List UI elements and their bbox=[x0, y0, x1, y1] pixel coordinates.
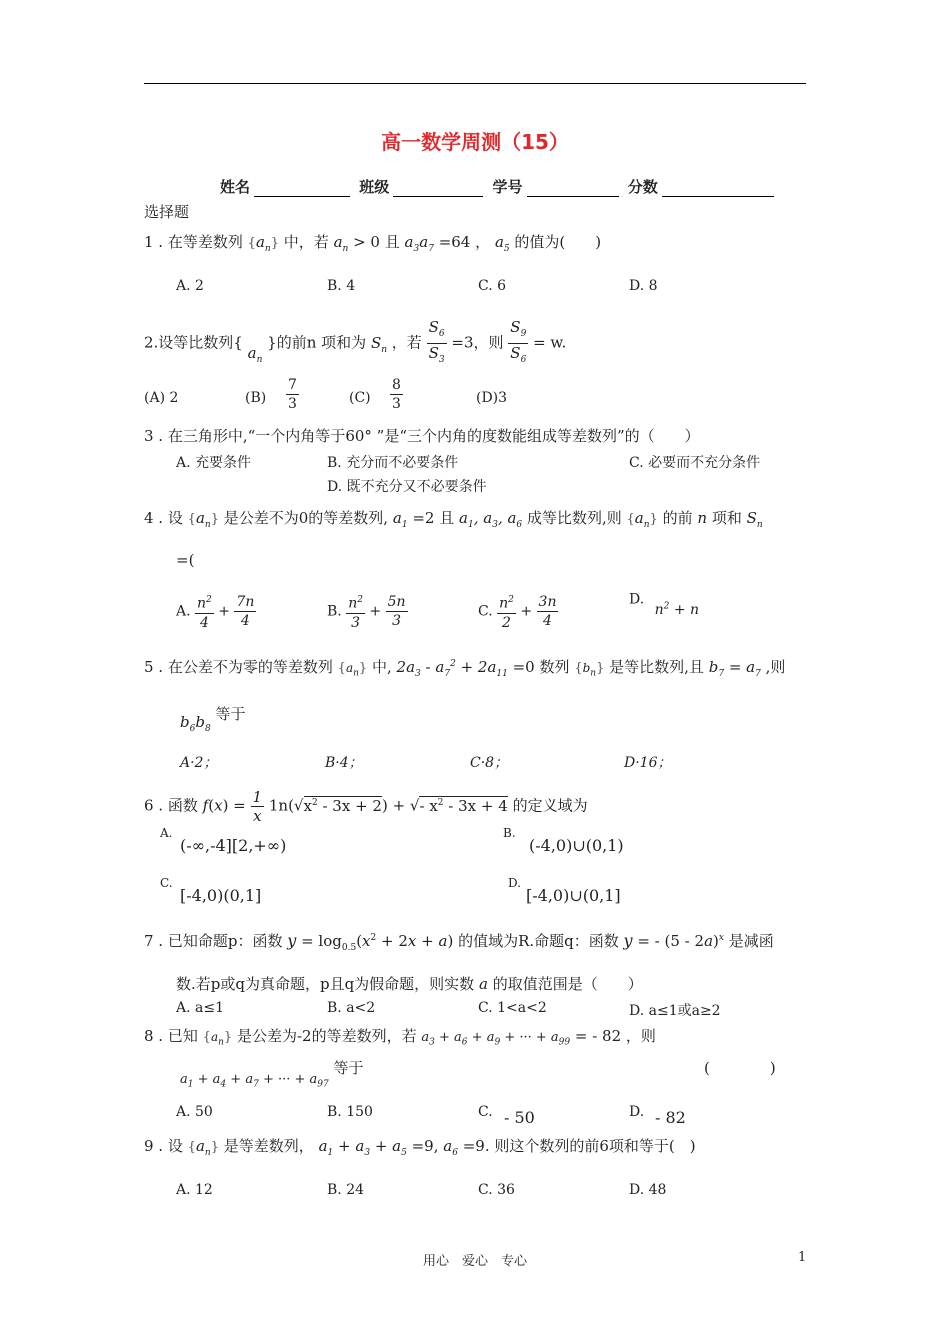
q8-option-d: D. bbox=[629, 1104, 645, 1120]
question-1: 1 . 在等差数列 $\{a_n\}$ 中，若 $a_n > 0$ 且 $a_3a_7 =64$ ， $a_5$ 的值为( ) bbox=[144, 233, 602, 254]
q4-option-d-label: D. bbox=[629, 591, 645, 608]
q9-number: 9 . bbox=[144, 1137, 164, 1155]
q4-text: 且 bbox=[439, 509, 455, 527]
q4-option-b-label: B. bbox=[327, 603, 342, 620]
q4-text: 是公差不为0的等差数列, bbox=[223, 509, 389, 527]
q2-text: = w. bbox=[533, 333, 567, 352]
q2-text: ，若 bbox=[391, 333, 422, 352]
q4-option-a: A. $\frac{n^2}{4}$ + $\frac{7n}{4}$ bbox=[176, 591, 256, 632]
q9-text: 则这个数列的前6项和等于( ) bbox=[494, 1137, 696, 1155]
q1-option-b: B. 4 bbox=[327, 278, 356, 294]
question-3 bbox=[144, 426, 700, 446]
name-label: 姓名 bbox=[220, 178, 251, 196]
q7-number: 7 . bbox=[144, 932, 164, 950]
q4-option-d: D. $n^2 + n$ bbox=[629, 591, 700, 618]
q4-option-c-label: C. bbox=[478, 603, 493, 620]
question-5: 5 . 在公差不为零的等差数列 $\{a_n\}$ 中, $2a_3 - a_7^2 + 2a_{11} =0$ 数列 $\{b_n\}$ 是等比数列,且 $b_7 = a_7$ ,则 bbox=[144, 658, 786, 679]
q7-text: 是减函 bbox=[728, 932, 774, 950]
question-9: 9 . 设 $\{a_n\}$ 是等差数列， $a_1 + a_3 + a_5 =9$, $a_6 =9$. 则这个数列的前6项和等于( ) bbox=[144, 1137, 696, 1158]
q8-option-b: B. 150 bbox=[327, 1104, 373, 1120]
q9-option-d: D. 48 bbox=[629, 1182, 667, 1198]
q1-text: ， bbox=[475, 233, 491, 251]
q7-option-a: A. a≤1 bbox=[176, 1000, 224, 1016]
q4-option-b: B. $\frac{n^2}{3}$ + $\frac{5n}{3}$ bbox=[327, 591, 408, 632]
q5-text: 等于 bbox=[215, 705, 246, 723]
q7-option-c: C. 1<a<2 bbox=[478, 1000, 547, 1016]
q8-option-d-value: - 82 bbox=[655, 1108, 686, 1127]
q4-text: 设 bbox=[167, 509, 183, 527]
q3-text: 在三角形中,“一个内角等于60° ”是“三个内角的度数能组成等差数列”的（ ） bbox=[167, 427, 700, 445]
q6-option-d: D. bbox=[508, 876, 522, 890]
q8-option-c-value: - 50 bbox=[504, 1108, 535, 1127]
q1-number: 1 . bbox=[144, 233, 164, 251]
q9-text: 是等差数列， bbox=[223, 1137, 314, 1155]
q4-option-c: C. $\frac{n^2}{2}$ + $\frac{3n}{4}$ bbox=[478, 591, 558, 632]
id-label: 学号 bbox=[492, 178, 523, 196]
q9-option-a: A. 12 bbox=[176, 1182, 213, 1198]
q8-text: 已知 bbox=[167, 1027, 198, 1045]
q8-text: ，则 bbox=[625, 1027, 656, 1045]
q8-text: 是公差为-2的等差数列，若 bbox=[236, 1027, 417, 1045]
q2-option-b-value bbox=[286, 376, 299, 413]
question-2: 2.设等比数列{ $a_n$ }的前n 项和为 $S_n$ ，若 $\frac{S_6}{S_3}$ =3，则 $\frac{S_9}{S_6}$ = w. bbox=[144, 318, 567, 365]
q3-option-c: C. 必要而不充分条件 bbox=[629, 455, 761, 471]
q6-option-c-value: [-4,0)(0,1] bbox=[180, 886, 262, 905]
q2-option-c: (C) bbox=[349, 390, 371, 406]
page-number: 1 bbox=[798, 1250, 807, 1265]
q3-option-a: A. 充要条件 bbox=[176, 455, 252, 471]
q2-option-b: (B) bbox=[245, 390, 267, 406]
question-7: 7 . 已知命题p：函数 $y = \log_{0.5}(x^2 + 2x + a)$ 的值域为R.命题q：函数 y = - (5 - 2a)$^x$ 是减函 bbox=[144, 931, 774, 953]
q5-text: 在公差不为零的等差数列 bbox=[167, 658, 333, 676]
q8-line-2: $a_1 + a_4 + a_7$ + ··· + $a_{97}$ 等于 bbox=[180, 1059, 364, 1090]
q5-text: 是等比数列,且 bbox=[609, 658, 704, 676]
q1-text: 且 bbox=[384, 233, 400, 251]
q1-text: 的值为( ) bbox=[514, 233, 602, 251]
q1-option-c: C. 6 bbox=[478, 278, 507, 294]
q4-paren: =( bbox=[176, 551, 195, 569]
q5-line-2: $b_6b_8$ 等于 bbox=[180, 705, 246, 734]
q7-option-d: D. a≤1或a≥2 bbox=[629, 1003, 721, 1019]
q4-text: 成等比数列,则 bbox=[526, 509, 622, 527]
q7-line-2: 数.若p或q为真命题，p且q为假命题，则实数 a 的取值范围是（ ） bbox=[176, 975, 643, 993]
q2-option-c-value bbox=[390, 376, 403, 413]
page-title: 高一数学周测（15） bbox=[381, 130, 569, 154]
q7-text: 的值域为R.命题q：函数 bbox=[458, 932, 619, 950]
q7-option-b: B. a<2 bbox=[327, 1000, 376, 1016]
q8-number: 8 . bbox=[144, 1027, 164, 1045]
class-blank bbox=[393, 180, 483, 197]
q6-option-b: B. bbox=[503, 826, 516, 840]
q9-option-c: C. 36 bbox=[478, 1182, 515, 1198]
q1-text: 在等差数列 bbox=[167, 233, 243, 251]
q5-text: ,则 bbox=[765, 658, 786, 676]
q2-c-numerator: 8 bbox=[392, 377, 401, 393]
q6-option-a-value: (-∞,-4][2,+∞) bbox=[180, 836, 287, 855]
q6-option-b-value: (-4,0)∪(0,1) bbox=[529, 836, 624, 855]
q9-option-b: B. 24 bbox=[327, 1182, 365, 1198]
q5-option-a: A·2； bbox=[180, 755, 218, 771]
q4-number: 4 . bbox=[144, 509, 164, 527]
question-8: 8 . 已知 $\{a_n\}$ 是公差为-2的等差数列，若 $a_3 + a_6 + a_9$ + ··· + $a_{99}$ = - 82 ，则 bbox=[144, 1027, 656, 1048]
q5-option-b: B·4； bbox=[325, 755, 363, 771]
q6-text: 的定义域为 bbox=[512, 796, 588, 815]
q8-text: 等于 bbox=[333, 1059, 364, 1077]
q2-text: }的前n 项和为 bbox=[267, 333, 367, 352]
q6-option-a: A. bbox=[160, 826, 173, 840]
q2-c-denominator: 3 bbox=[392, 396, 401, 412]
q1-text: 中，若 bbox=[283, 233, 329, 251]
q5-option-c: C·8； bbox=[470, 755, 509, 771]
q2-b-denominator: 3 bbox=[288, 396, 297, 412]
question-6: 6 . 函数 f(x) = $\frac{1}{x}$ $1n(√x^2 - 3x + 2)$ + √- $x^2 - 3x + 4$ 的定义域为 bbox=[144, 788, 588, 825]
q6-number: 6 . bbox=[144, 796, 164, 815]
q5-text: 中, bbox=[371, 658, 392, 676]
q3-number: 3 . bbox=[144, 427, 164, 445]
q6-option-c: C. bbox=[160, 876, 173, 890]
question-4: 4 . 设 $\{a_n\}$ 是公差不为0的等差数列, $a_1 =2$ 且 $a_1$, $a_3$, $a_6$ 成等比数列,则 $\{a_n\}$ 的前 n 项和 $S_n$ bbox=[144, 509, 763, 530]
q5-text: 数列 bbox=[539, 658, 570, 676]
q2-option-a: (A) 2 bbox=[144, 390, 179, 406]
section-heading: 选择题 bbox=[144, 203, 190, 221]
q2-text: =3，则 bbox=[451, 333, 504, 352]
q5-option-d: D·16； bbox=[624, 755, 672, 771]
q6-option-d-value: [-4,0)∪(0,1] bbox=[526, 886, 621, 905]
score-blank bbox=[662, 180, 774, 197]
class-label: 班级 bbox=[359, 178, 390, 196]
q5-number: 5 . bbox=[144, 658, 164, 676]
q3-option-b: B. 充分而不必要条件 bbox=[327, 455, 459, 471]
q7-text: 的取值范围是（ ） bbox=[492, 975, 643, 993]
header-rule bbox=[144, 83, 806, 84]
q8-answer-paren: ( ) bbox=[704, 1059, 776, 1077]
page-footer: 用心 爱心 专心 bbox=[422, 1254, 527, 1269]
q9-text: 设 bbox=[167, 1137, 183, 1155]
q7-text: 已知命题p：函数 bbox=[167, 932, 283, 950]
q4-option-a-label: A. bbox=[176, 603, 191, 620]
q4-text: 项和 bbox=[711, 509, 742, 527]
q1-option-d: D. 8 bbox=[629, 278, 658, 294]
q2-b-numerator: 7 bbox=[288, 377, 297, 393]
id-blank bbox=[527, 180, 619, 197]
q2-option-d: (D)3 bbox=[476, 390, 508, 406]
q4-text: 的前 bbox=[662, 509, 693, 527]
name-blank bbox=[254, 180, 350, 197]
q3-option-d: D. 既不充分又不必要条件 bbox=[327, 479, 487, 495]
q8-option-c: C. bbox=[478, 1104, 493, 1120]
q8-option-a: A. 50 bbox=[176, 1104, 213, 1120]
q6-text: 函数 bbox=[167, 796, 198, 815]
score-label: 分数 bbox=[627, 178, 658, 196]
q1-option-a: A. 2 bbox=[176, 278, 204, 294]
q7-text: 数.若p或q为真命题，p且q为假命题，则实数 bbox=[176, 975, 475, 993]
student-info-line bbox=[220, 176, 778, 197]
q2-text: 2.设等比数列{ bbox=[144, 333, 243, 352]
